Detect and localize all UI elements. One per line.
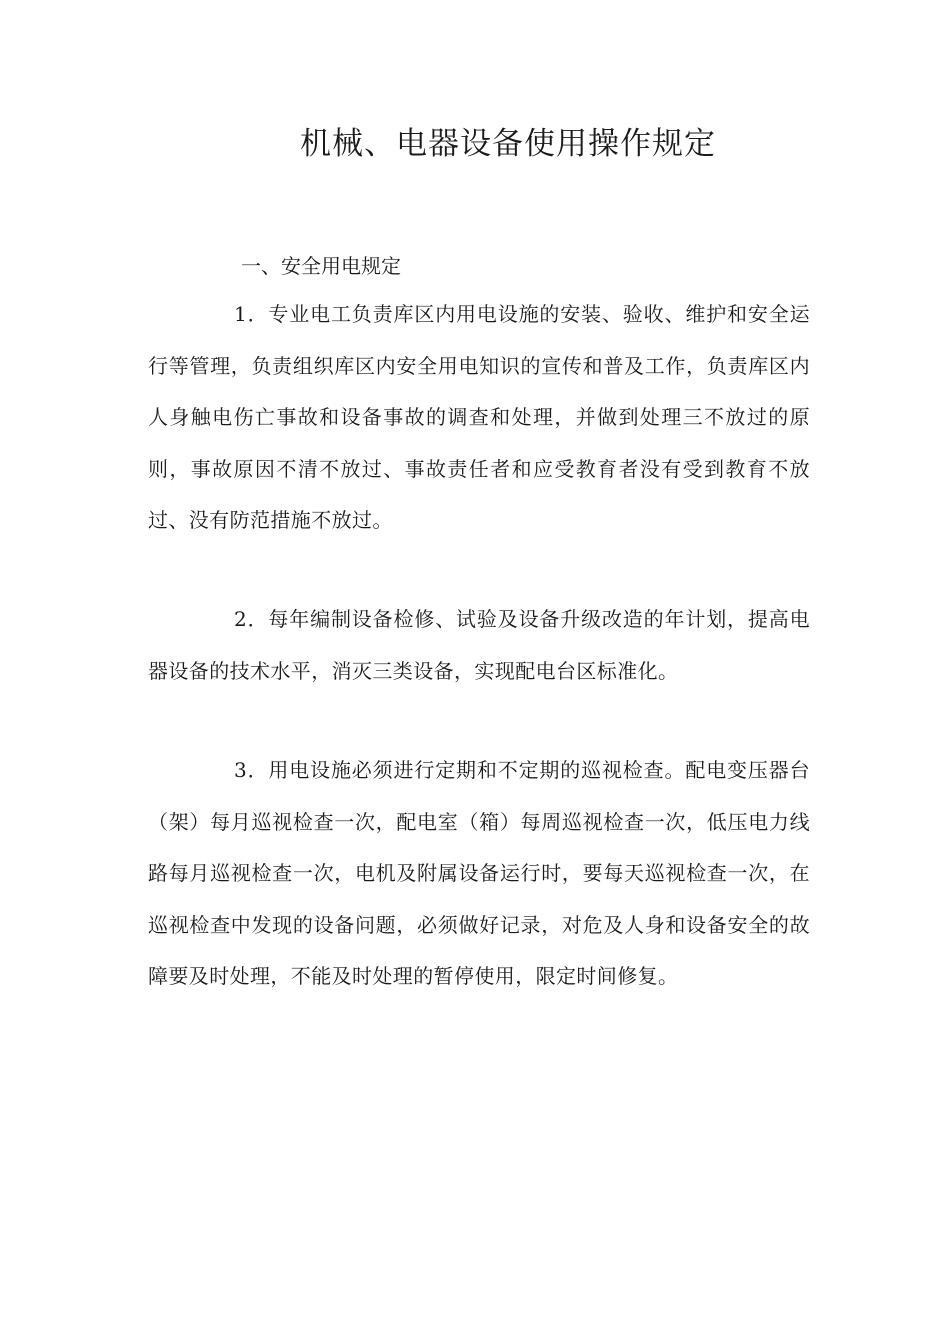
paragraph-1: 1．专业电工负责库区内用电设施的安装、验收、维护和安全运行等管理，负责组织库区内安全用电知识的宣传和普及工作，负责库区内人身触电伤亡事故和设备事故的调查和处理，并做到处理三不放过的原则，事故原因不清不放过、事故责任者和应受教育者没有受到教育不放过、没有防范措施不放过。 <box>148 302 810 533</box>
paragraph-2: 2．每年编制设备检修、试验及设备升级改造的年计划，提高电器设备的技术水平，消灭三类设备，实现配电台区标准化。 <box>148 607 810 683</box>
paragraph-3: 3．用电设施必须进行定期和不定期的巡视检查。配电变压器台（架）每月巡视检查一次，配电室（箱）每周巡视检查一次，低压电力线路每月巡视检查一次，电机及附属设备运行时，要每天巡视检查一次，在巡视检查中发现的设备问题，必须做好记录，对危及人身和设备安全的故障要及时处理，不能及时处理的暂停使用，限定时间修复。 <box>148 758 810 989</box>
document-title: 机械、电器设备使用操作规定 <box>300 126 716 162</box>
section-heading: 一、安全用电规定 <box>241 254 401 278</box>
